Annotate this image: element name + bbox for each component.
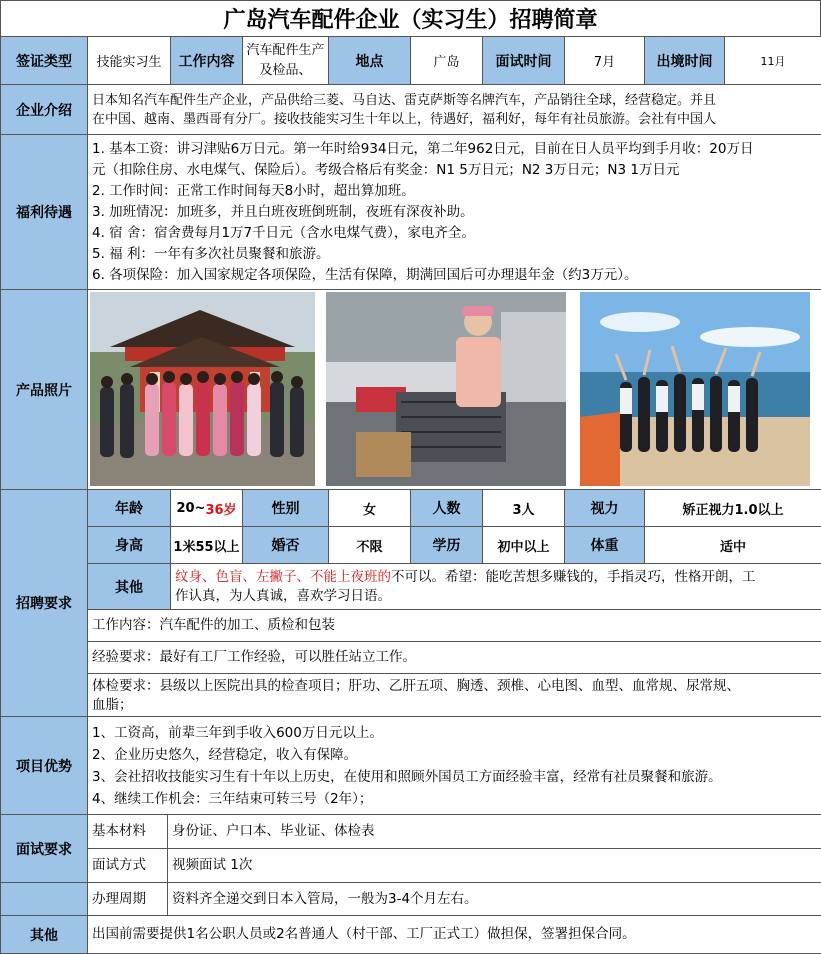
period-label: 办理周期 xyxy=(88,883,168,915)
interview-label: 面试要求 xyxy=(1,815,88,883)
company-intro-label: 企业介绍 xyxy=(1,85,88,134)
factory-worker-photo xyxy=(326,292,566,486)
photos-area xyxy=(88,290,821,489)
welfare-line: 5. 福 利：一年有多次社员聚餐和旅游。 xyxy=(92,245,330,262)
welfare-line: 6. 各项保险：加入国家规定各项保险，生活有保障，期满回国后可办理退年金（约3万元）。 xyxy=(92,266,638,283)
req-subrow-experience xyxy=(88,642,821,674)
health-check-text xyxy=(88,674,821,716)
advantage-line: 4、继续工作机会：三年结束可转三号（2年）； xyxy=(92,790,373,807)
req-subrow-2 xyxy=(88,527,821,564)
method-value: 视频面试 1次 xyxy=(168,849,821,882)
other-line-1 xyxy=(175,568,756,587)
shrine-group-photo xyxy=(90,292,315,486)
welfare-label: 福利待遇 xyxy=(1,135,88,289)
requirements-label: 招聘要求 xyxy=(1,490,88,716)
req-subrow-health xyxy=(88,674,821,716)
health-line-1: 体检要求：县级以上医院出具的检查项目；肝功、乙肝五项、胸透、颈椎、心电图、血型、血常规、尿常规、 xyxy=(92,677,740,694)
vision-label: 视力 xyxy=(565,490,645,526)
weight-value: 适中 xyxy=(645,527,821,563)
weight-label: 体重 xyxy=(565,527,645,563)
advantages-text xyxy=(88,717,821,814)
other-line-2: 作认真，为人真诚，喜欢学习日语。 xyxy=(175,587,391,604)
info-row xyxy=(0,37,821,85)
education-label: 学历 xyxy=(411,527,483,563)
method-subrow xyxy=(88,849,821,883)
company-row xyxy=(0,85,821,135)
advantage-line: 1、工资高，前辈三年到手收入600万日元以上。 xyxy=(92,724,383,741)
method-label: 面试方式 xyxy=(88,849,168,882)
company-intro-line: 日本知名汽车配件生产企业，产品供给三菱、马自达、雷克萨斯等名牌汽车，产品销往全球，经营稳定。并且 xyxy=(92,92,717,108)
company-intro-text xyxy=(88,85,821,134)
work-content-value: 汽车配件生产及检品、 xyxy=(243,37,329,84)
education-value: 初中以上 xyxy=(483,527,565,563)
age-label: 年龄 xyxy=(88,490,171,526)
advantage-line: 3、会社招收技能实习生有十年以上历史，在使用和照顾外国员工方面经验丰富，经常有社员聚餐和旅游。 xyxy=(92,768,722,785)
welfare-line: 4. 宿 舍：宿舍费每月1万7千日元（含水电煤气费），家电齐全。 xyxy=(92,224,475,241)
visa-type-value: 技能实习生 xyxy=(88,37,171,84)
req-subrow-other xyxy=(88,564,821,610)
welfare-line: 3. 加班情况：加班多，并且白班夜班倒班制，夜班有深夜补助。 xyxy=(92,203,474,220)
welfare-row xyxy=(0,135,821,290)
height-label: 身高 xyxy=(88,527,171,563)
welfare-line: 1. 基本工资：讲习津贴6万日元。第一年时给934日元，第二年962日元，目前在日人员平均到手月收：20万日 xyxy=(92,140,754,157)
other-section-text: 出国前需要提供1名公职人员或2名普通人（村干部、工厂正式工）做担保，签署担保合同。 xyxy=(88,916,821,953)
headcount-label: 人数 xyxy=(411,490,483,526)
interview-label-ext xyxy=(1,883,88,915)
req-subrow-work xyxy=(88,610,821,642)
location-label: 地点 xyxy=(329,37,411,84)
interview-time-label: 面试时间 xyxy=(483,37,565,84)
work-content-text: 工作内容：汽车配件的加工、质检和包装 xyxy=(88,610,821,641)
interview-grid xyxy=(88,815,821,915)
photos-label: 产品照片 xyxy=(1,290,88,489)
requirements-grid xyxy=(88,490,821,716)
req-subrow-1 xyxy=(88,490,821,527)
materials-subrow xyxy=(88,815,821,849)
departure-time-label: 出境时间 xyxy=(645,37,725,84)
welfare-text xyxy=(88,135,821,289)
other-line-1-rest: 不可以。希望：能吃苦想多赚钱的，手指灵巧，性格开朗，工 xyxy=(391,568,756,585)
location-value: 广岛 xyxy=(411,37,483,84)
age-min: 20~ xyxy=(176,500,206,516)
advantages-row xyxy=(0,717,821,815)
age-value xyxy=(171,490,243,526)
vision-value: 矫正视力1.0以上 xyxy=(645,490,821,526)
other-row xyxy=(0,916,821,954)
beach-group-photo xyxy=(580,292,810,486)
company-intro-line: 在中国、越南、墨西哥有分厂。接收技能实习生十年以上，待遇好，福利好，每年有社员旅游。会社有中国人 xyxy=(92,111,717,127)
advantages-label: 项目优势 xyxy=(1,717,88,814)
height-value: 1米55以上 xyxy=(171,527,243,563)
visa-type-label: 签证类型 xyxy=(1,37,88,84)
gender-value: 女 xyxy=(329,490,411,526)
headcount-value: 3人 xyxy=(483,490,565,526)
other-requirements-text xyxy=(171,564,821,609)
welfare-line: 元（扣除住房、水电煤气、保险后）。考级合格后有奖金：N1 5万日元；N2 3万日元；N3 1万日元 xyxy=(92,161,680,178)
other-label: 其他 xyxy=(88,564,171,609)
welfare-line: 2. 工作时间：正常工作时间每天8小时，超出算加班。 xyxy=(92,182,415,199)
experience-text: 经验要求：最好有工厂工作经验，可以胜任站立工作。 xyxy=(88,642,821,673)
materials-label: 基本材料 xyxy=(88,815,168,848)
gender-label: 性别 xyxy=(243,490,329,526)
marital-label: 婚否 xyxy=(243,527,329,563)
page-title: 广岛汽车配件企业（实习生）招聘简章 xyxy=(0,0,821,37)
work-content-label: 工作内容 xyxy=(171,37,243,84)
period-subrow xyxy=(88,883,821,915)
materials-value: 身份证、户口本、毕业证、体检表 xyxy=(168,815,821,848)
departure-time-value: 11月 xyxy=(725,37,821,84)
interview-row xyxy=(0,815,821,916)
age-max: 36岁 xyxy=(205,502,237,518)
other-section-label: 其他 xyxy=(1,916,88,953)
photos-row xyxy=(0,290,821,490)
health-line-2: 血脂； xyxy=(92,696,133,713)
interview-time-value: 7月 xyxy=(565,37,645,84)
requirements-row xyxy=(0,490,821,717)
marital-value: 不限 xyxy=(329,527,411,563)
disqualifiers: 纹身、色盲、左撇子、不能上夜班的 xyxy=(175,568,391,585)
period-value: 资料齐全递交到日本入管局，一般为3-4个月左右。 xyxy=(168,883,821,915)
advantage-line: 2、企业历史悠久，经营稳定，收入有保障。 xyxy=(92,746,358,763)
